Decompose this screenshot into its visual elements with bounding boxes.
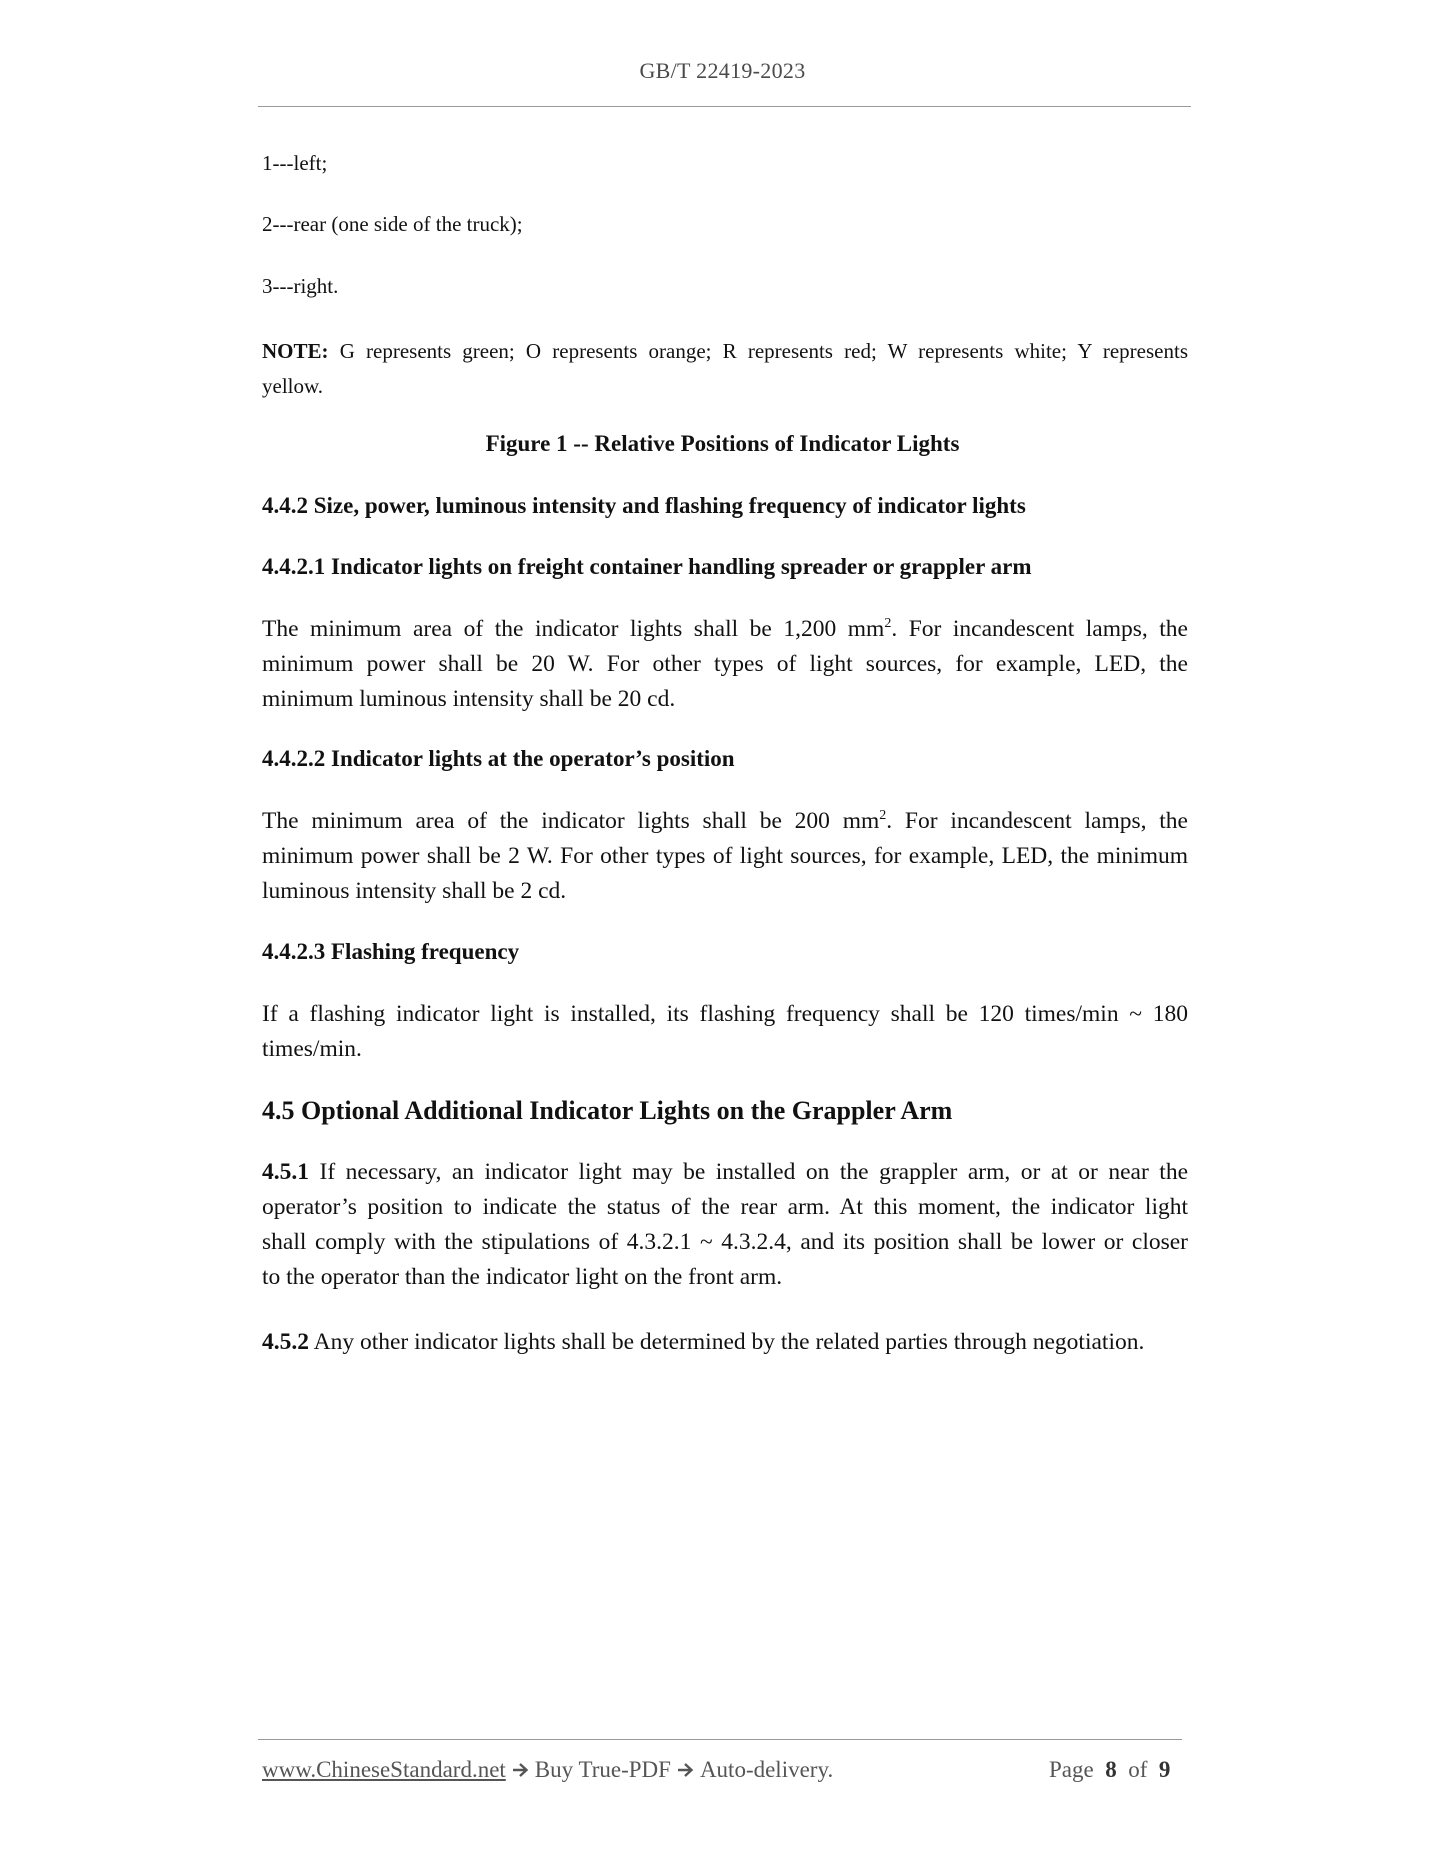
superscript-2: 2 <box>879 808 887 823</box>
figure-note <box>262 334 1188 404</box>
note-line-1: G represents green; O represents orange; R represents red; W represents white; Y represents <box>339 339 1188 363</box>
legend-item-2: 2---rear (one side of the truck); <box>262 212 523 236</box>
page-total: 9 <box>1158 1757 1171 1782</box>
paragraph-4-4-2-1 <box>262 612 1188 717</box>
of-label: of <box>1128 1757 1148 1782</box>
site-link[interactable]: www.ChineseStandard.net <box>262 1757 506 1782</box>
para-4-5-1-line-1: If necessary, an indicator light may be installed on the grappler arm, or at or near the <box>319 1159 1189 1185</box>
para-4-5-1-line-3: shall comply with the stipulations of 4.3.2.1 ~ 4.3.2.4, and its position shall be lower or closer <box>262 1229 1188 1255</box>
heading-4-4-2-1: 4.4.2.1 Indicator lights on freight container handling spreader or grappler arm <box>262 554 1032 579</box>
auto-delivery-text: Auto-delivery. <box>699 1757 834 1782</box>
running-header: GB/T 22419-2023 <box>639 58 806 83</box>
page-indicator <box>1049 1757 1170 1783</box>
paragraph-4-4-2-2 <box>262 804 1188 909</box>
paragraph-4-4-2-3 <box>262 997 1188 1067</box>
para-4-5-1-line-2: operator’s position to indicate the status of the rear arm. At this moment, the indicator light <box>262 1194 1188 1220</box>
legend-item-1: 1---left; <box>262 151 328 175</box>
buy-true-pdf-text: Buy True-PDF <box>534 1757 671 1782</box>
superscript-2: 2 <box>884 616 892 631</box>
para-4-4-2-2-line-1b: . For incandescent lamps, the <box>886 808 1188 834</box>
heading-4-4-2: 4.4.2 Size, power, luminous intensity and flashing frequency of indicator lights <box>262 493 1026 518</box>
para-4-4-2-2-line-2: minimum power shall be 2 W. For other types of light sources, for example, LED, the minimum <box>262 843 1188 869</box>
figure-caption: Figure 1 -- Relative Positions of Indicator Lights <box>485 431 960 456</box>
heading-4-5: 4.5 Optional Additional Indicator Lights on the Grappler Arm <box>262 1096 953 1125</box>
footer-promo <box>262 1757 833 1783</box>
paragraph-4-5-2 <box>262 1325 1188 1360</box>
para-4-4-2-1-line-1b: . For incandescent lamps, the <box>891 616 1188 642</box>
note-line-2: yellow. <box>262 374 324 398</box>
header-divider <box>258 106 1191 107</box>
legend-item-3: 3---right. <box>262 274 339 298</box>
para-4-4-2-1-line-3: minimum luminous intensity shall be 20 cd. <box>262 686 676 712</box>
heading-4-4-2-2: 4.4.2.2 Indicator lights at the operator’s position <box>262 746 735 771</box>
para-4-4-2-3-line-2: times/min. <box>262 1036 362 1062</box>
clause-label-4-5-1: 4.5.1 <box>262 1159 309 1185</box>
page-label: Page <box>1049 1757 1094 1782</box>
para-4-5-1-line-4: to the operator than the indicator light on the front arm. <box>262 1264 783 1290</box>
para-4-4-2-2-line-3: luminous intensity shall be 2 cd. <box>262 878 567 904</box>
paragraph-4-5-1 <box>262 1155 1188 1295</box>
para-4-4-2-2-line-1a: The minimum area of the indicator lights shall be 200 mm <box>262 808 880 834</box>
clause-label-4-5-2: 4.5.2 <box>262 1329 309 1355</box>
page-current: 8 <box>1105 1757 1117 1782</box>
footer-divider <box>258 1739 1182 1740</box>
para-4-5-2-text: Any other indicator lights shall be determined by the related parties through negotiation. <box>313 1329 1145 1355</box>
para-4-4-2-1-line-1a: The minimum area of the indicator lights shall be 1,200 mm <box>262 616 885 642</box>
arrow-right-icon <box>512 1762 529 1778</box>
para-4-4-2-1-line-2: minimum power shall be 20 W. For other types of light sources, for example, LED, the <box>262 651 1188 677</box>
para-4-4-2-3-line-1: If a flashing indicator light is installed, its flashing frequency shall be 120 times/min ~ 180 <box>262 1001 1188 1027</box>
heading-4-4-2-3: 4.4.2.3 Flashing frequency <box>262 939 520 964</box>
note-label: NOTE: <box>262 339 329 363</box>
arrow-right-icon <box>677 1762 694 1778</box>
